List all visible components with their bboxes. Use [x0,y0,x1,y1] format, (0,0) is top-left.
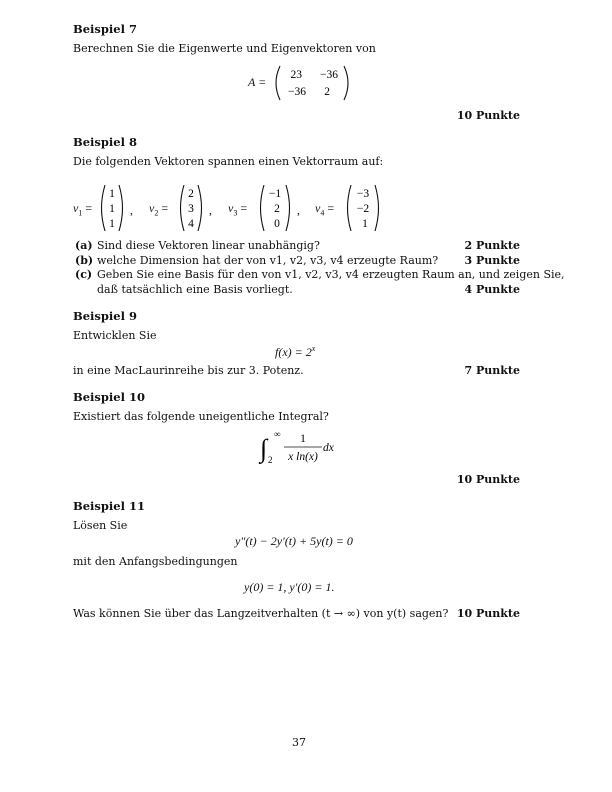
ex8-item-c-line2: daß tatsächlich eine Basis vorliegt. [97,283,293,296]
svg-text:2: 2 [274,203,280,215]
left-paren [276,66,280,100]
svg-text:1: 1 [109,188,115,200]
vector-label-v3: $v_3$ = [228,201,248,218]
ex10-heading: Beispiel 10 [73,390,145,404]
fraction-numerator: 1 [300,433,306,445]
svg-text:−2: −2 [356,203,370,215]
ex7-text: Berechnen Sie die Eigenwerte und Eigenvektoren von [73,42,376,55]
ex11-text2: mit den Anfangsbedingungen [73,555,238,568]
ex8-item-c-points: 4 Punkte [464,283,520,296]
vector-label-v1: $v_1$ = [73,201,93,218]
vector-label-v4: $v_4$ = [315,201,335,218]
matrix-cell: 23 [290,69,302,81]
ex8-item-a: (a) Sind diese Vektoren linear unabhängig? [75,239,320,252]
svg-text:4: 4 [188,218,194,230]
ex7-matrix [272,64,352,102]
ex7-matrix-name: A = [248,75,267,89]
ex8-text: Die folgenden Vektoren spannen einen Vektorraum auf: [73,155,384,168]
ex11-points: 10 Punkte [456,607,520,620]
ex10-integral [258,427,340,467]
ex8-item-b-points: 3 Punkte [464,254,520,267]
matrix-cell: −36 [288,86,306,98]
svg-text:1: 1 [109,218,115,230]
ex11-initial-conditions: y(0) = 1, y′(0) = 1. [244,580,335,594]
integral-dx: dx [323,442,334,454]
integral-sign: ∫ [260,434,268,463]
svg-text:−3: −3 [356,188,370,200]
ex10-points: 10 Punkte [456,473,520,486]
right-paren [344,66,348,100]
ex10-text: Existiert das folgende uneigentliche Integral? [73,410,329,423]
ex7-heading: Beispiel 7 [73,22,137,36]
ex9-formula: $f(x) = 2^x$ [275,344,316,359]
svg-text:2: 2 [188,188,194,200]
vector-v1 [98,183,126,233]
ex11-text: Lösen Sie [73,519,128,532]
svg-text:1: 1 [362,218,368,230]
svg-text:3: 3 [188,203,194,215]
ex9-heading: Beispiel 9 [73,309,137,323]
ex8-item-c: (c) Geben Sie eine Basis für den von v1, v2, v3, v4 erzeugten Raum an, und zeigen Sie, [75,268,565,281]
document-page: Beispiel 7 Berechnen Sie die Eigenwerte und Eigenvektoren von A = 23 −36 −36 2 10 Punkte Beispiel 8 Die folgenden Vektoren spannen einen Vektorraum auf: $v_1$ = 1 1 1 , $v_2$ = 2 3 4 , $v_3$ = −1 2 0 , $v_4$ = −3 −2 1 (a) Sind diese Vektoren linear unabhängig? 2 Punkte (b) welche Dimension hat der von v1, v2, v3, v4 erzeugte Raum? 3 Punkte (c) Geben Sie eine Basis für den von v1, v2, v3, v4 erzeugten Raum an, und zeigen Sie, daß tatsächlich eine Basis vorliegt. 4 Punkte Beispiel 9 Entwicklen Sie $f(x) = 2^x$ in eine MacLaurinreihe bis zur 3. Potenz. 7 Punkte Beispiel 10 Existiert das folgende uneigentliche Integral? ∫ ∞ 2 1 x ln(x) dx 10 Punkte Beispiel 11 Lösen Sie y″(t) − 2y′(t) + 5y(t) = 0 mit den Anfangsbedingungen y(0) = 1, y′(0) = 1. Was können Sie über das Langzeitverhalten (t → ∞) von y(t) sagen? 10 Punkte 37 [73,22,565,749]
matrix-cell: −36 [320,69,338,81]
vector-label-v2: $v_2$ = [149,201,169,218]
vector-v4 [344,183,382,233]
vector-v2 [177,183,205,233]
page-number: 37 [292,736,306,749]
ex11-heading: Beispiel 11 [73,499,145,513]
ex7-points: 10 Punkte [456,109,520,122]
ex9-text: Entwicklen Sie [73,329,157,342]
svg-text:0: 0 [274,218,280,230]
ex11-text3: Was können Sie über das Langzeitverhalten (t → ∞) von y(t) sagen? [73,607,449,620]
integral-lower: 2 [268,455,273,465]
ex11-ode: y″(t) − 2y′(t) + 5y(t) = 0 [235,534,353,548]
ex8-item-b: (b) welche Dimension hat der von v1, v2, v3, v4 erzeugte Raum? [75,254,439,267]
integral-upper: ∞ [274,429,281,439]
ex9-text2: in eine MacLaurinreihe bis zur 3. Potenz. [73,364,304,377]
ex8-heading: Beispiel 8 [73,135,137,149]
vector-v3 [257,183,293,233]
svg-text:−1: −1 [268,188,282,200]
ex9-points: 7 Punkte [464,364,520,377]
matrix-cell: 2 [324,86,330,98]
svg-text:1: 1 [109,203,115,215]
ex8-item-a-points: 2 Punkte [464,239,520,252]
fraction-denominator: x ln(x) [288,451,318,463]
